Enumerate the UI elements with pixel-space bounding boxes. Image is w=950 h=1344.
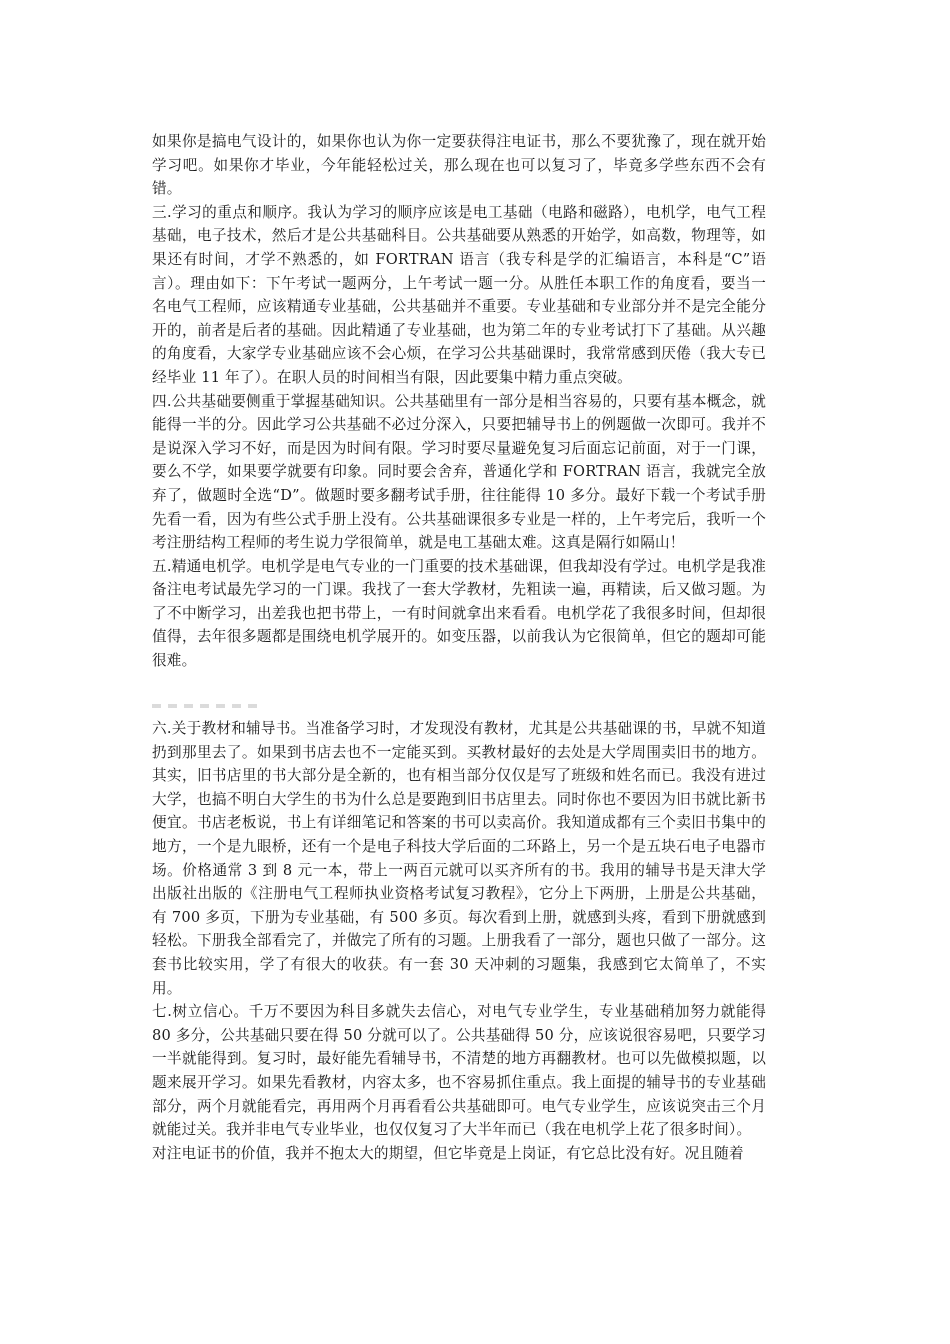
text-section-b	[152, 717, 766, 1165]
paragraph-intro: 如果你是搞电气设计的，如果你也认为你一定要获得注电证书，那么不要犹豫了，现在就开始学习吧。如果你才毕业，今年能轻松过关，那么现在也可以复习了，毕竟多学些东西不会有错。	[152, 133, 766, 198]
paragraph-section-5: 五.精通电机学。电机学是电气专业的一门重要的技术基础课，但我却没有学过。电机学是我准备注电考试最先学习的一门课。我找了一套大学教材，先粗读一遍，再精读，后又做习题。为了不中断学习，出差我也把书带上，一有时间就拿出来看看。电机学花了我很多时间，但却很值得，去年很多题都是围绕电机学展开的。如变压器，以前我认为它很简单，但它的题却可能很难。	[152, 557, 766, 670]
paragraph-section-7: 七.树立信心。千万不要因为科目多就失去信心，对电气专业学生，专业基础稍加努力就能得 80 多分，公共基础只要在得 50 分就可以了。公共基础得 50 分，应该说很容易吧，只要学习一半就能得到。复习时，最好能先看辅导书，不清楚的地方再翻教材。也可以先做模拟题，以题来展开学习。如果先看教材，内容太多，也不容易抓住重点。我上面提的辅导书的专业基础部分，两个月就能看完，再用两个月再看看公共基础即可。电气专业学生，应该说突击三个月就能过关。我并非电气专业毕业，也仅仅复习了大半年而已（我在电机学上花了很多时间）。	[152, 1003, 766, 1139]
faded-scan-mark	[152, 704, 262, 708]
text-section-a	[152, 130, 766, 673]
paragraph-section-4: 四.公共基础要侧重于掌握基础知识。公共基础里有一部分是相当容易的，只要有基本概念，就能得一半的分。因此学习公共基础不必过分深入，只要把辅导书上的例题做一次即可。我并不是说深入学习不好，而是因为时间有限。学习时要尽量避免复习后面忘记前面，对于一门课，要么不学，如果要学就要有印象。同时要会舍弃，普通化学和 FORTRAN 语言，我就完全放弃了，做题时全选“D”。做题时要多翻考试手册，往往能得 10 多分。最好下载一个考试手册先看一看，因为有些公式手册上没有。公共基础课很多专业是一样的，上午考完后，我听一个考注册结构工程师的考生说力学很简单，就是电工基础太难。这真是隔行如隔山！	[152, 392, 766, 552]
paragraph-closing: 对注电证书的价值，我并不抱太大的期望，但它毕竟是上岗证，有它总比没有好。况且随着	[152, 1144, 744, 1162]
paragraph-section-3: 三.学习的重点和顺序。我认为学习的顺序应该是电工基础（电路和磁路），电机学，电气工程基础，电子技术，然后才是公共基础科目。公共基础要从熟悉的开始学，如高数，物理等，如果还有时间，才学不熟悉的，如 FORTRAN 语言（我专科是学的汇编语言，本科是“C”语言）。理由如下：下午考试一题两分，上午考试一题一分。从胜任本职工作的角度看，要当一名电气工程师，应该精通专业基础，公共基础并不重要。专业基础和专业部分并不是完全能分开的，前者是后者的基础。因此精通了专业基础，也为第二年的专业考试打下了基础。从兴趣的角度看，大家学专业基础应该不会心烦，在学习公共基础课时，我常常感到厌倦（我大专已经毕业 11 年了）。在职人员的时间相当有限，因此要集中精力重点突破。	[152, 203, 766, 386]
paragraph-section-6: 六.关于教材和辅导书。当准备学习时，才发现没有教材，尤其是公共基础课的书，早就不知道扔到那里去了。如果到书店去也不一定能买到。买教材最好的去处是大学周围卖旧书的地方。其实，旧书店里的书大部分是全新的，也有相当部分仅仅是写了班级和姓名而已。我没有进过大学，也搞不明白大学生的书为什么总是要跑到旧书店里去。同时你也不要因为旧书就比新书便宜。书店老板说，书上有详细笔记和答案的书可以卖高价。我知道成都有三个卖旧书集中的地方，一个是九眼桥，还有一个是电子科技大学后面的二环路上，另一个是五块石电子电器市场。价格通常 3 到 8 元一本，带上一两百元就可以买齐所有的书。我用的辅导书是天津大学出版社出版的《注册电气工程师执业资格考试复习教程》，它分上下两册，上册是公共基础，有 700 多页，下册为专业基础，有 500 多页。每次看到上册，就感到头疼，看到下册就感到轻松。下册我全部看完了，并做完了所有的习题。上册我看了一部分，题也只做了一部分。这套书比较实用，学了有很大的收获。有一套 30 天冲刺的习题集，我感到它太简单了，不实用。	[152, 720, 766, 997]
